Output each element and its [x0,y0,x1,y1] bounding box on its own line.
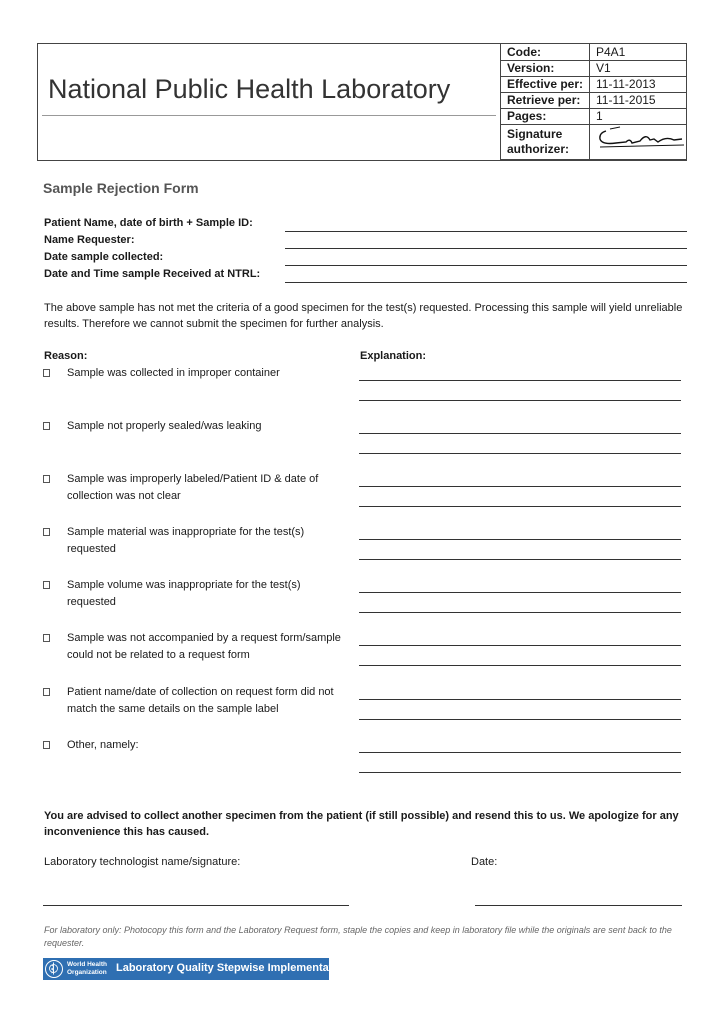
meta-label: Pages: [501,108,590,124]
meta-value: 11-11-2013 [590,76,687,92]
technologist-signature-line[interactable] [43,905,349,906]
who-org-line-1: World Health [67,961,107,968]
field-label-patient: Patient Name, date of birth + Sample ID: [44,217,253,229]
reason-header: Reason: [44,350,88,362]
who-globe-icon [45,960,63,978]
explanation-header: Explanation: [360,350,427,362]
reason-label-mismatch: Patient name/date of collection on request form did not match the same details on the sample label [67,686,334,715]
reason-checkbox-other[interactable] [43,741,50,749]
explanation-line[interactable] [359,400,681,401]
field-label-received: Date and Time sample Received at NTRL: [44,268,261,280]
explanation-line[interactable] [359,699,681,700]
intro-paragraph: The above sample has not met the criteria of a good specimen for the test(s) requested. Processing this sample will yield unreliable results. Therefore we cannot submit the specimen for further analysis. [44,302,683,330]
explanation-line[interactable] [359,539,681,540]
form-title: Sample Rejection Form [43,180,199,196]
who-org-line-2: Organization [67,968,107,976]
who-footer-banner [43,958,373,980]
meta-row-version [501,60,687,76]
technologist-label: Laboratory technologist name/signature: [44,856,241,868]
signature-label [501,124,590,159]
explanation-line[interactable] [359,433,681,434]
header-divider [42,115,496,116]
field-label-requester: Name Requester: [44,234,135,246]
reason-checkbox-container[interactable] [43,369,50,377]
explanation-line[interactable] [359,665,681,666]
reason-label-container: Sample was collected in improper container [67,367,280,379]
meta-row-code [501,44,687,60]
laboratory-note: For laboratory only: Photocopy this form and the Laboratory Request form, staple the copies and keep in laboratory file while the originals are sent back to the requester. [44,925,672,948]
reason-label-sealed: Sample not properly sealed/was leaking [67,420,262,432]
meta-row-pages [501,108,687,124]
reason-label-request-form: Sample was not accompanied by a request form/sample could not be related to a request form [67,632,341,661]
reason-checkbox-material[interactable] [43,528,50,536]
meta-row-signature [501,124,687,159]
meta-row-retrieve [501,92,687,108]
explanation-line[interactable] [359,752,681,753]
meta-label: Effective per: [501,76,590,92]
meta-value: V1 [590,60,687,76]
field-line-requester[interactable] [285,248,687,249]
lab-name-title: National Public Health Laboratory [48,74,451,104]
meta-label: Retrieve per: [501,92,590,108]
date-line[interactable] [475,905,682,906]
explanation-line[interactable] [359,772,681,773]
signature-label-line-1: Signature [507,126,563,141]
handwritten-signature [596,125,686,155]
reason-checkbox-sealed[interactable] [43,422,50,430]
field-label-collected: Date sample collected: [44,251,164,263]
date-label: Date: [471,856,498,868]
document-control-table [500,44,686,160]
reason-label-labeled: Sample was improperly labeled/Patient ID & date of collection was not clear [67,473,319,502]
who-org-name [67,961,107,976]
meta-label: Code: [501,44,590,60]
meta-value: 11-11-2015 [590,92,687,108]
field-line-patient[interactable] [285,231,687,232]
signature-label-line-2: authorizer: [507,141,570,156]
reason-checkbox-volume[interactable] [43,581,50,589]
tool-name: Laboratory Quality Stepwise Implementation tool [116,962,373,974]
field-line-collected[interactable] [285,265,687,266]
header-title-cell [38,44,501,160]
field-line-received[interactable] [285,282,687,283]
reason-label-other: Other, namely: [67,739,139,751]
reason-checkbox-mismatch[interactable] [43,688,50,696]
explanation-line[interactable] [359,719,681,720]
reason-checkbox-request-form[interactable] [43,634,50,642]
explanation-line[interactable] [359,486,681,487]
reason-checkbox-labeled[interactable] [43,475,50,483]
meta-label: Version: [501,60,590,76]
explanation-line[interactable] [359,453,681,454]
explanation-line[interactable] [359,592,681,593]
explanation-line[interactable] [359,645,681,646]
reason-label-volume: Sample volume was inappropriate for the test(s) requested [67,579,301,608]
explanation-line[interactable] [359,612,681,613]
meta-value: P4A1 [590,44,687,60]
signature-cell [590,124,687,159]
explanation-line[interactable] [359,559,681,560]
document-header [37,43,687,161]
reason-label-material: Sample material was inappropriate for the test(s) requested [67,526,305,555]
meta-row-effective [501,76,687,92]
explanation-line[interactable] [359,380,681,381]
meta-value: 1 [590,108,687,124]
advice-paragraph: You are advised to collect another specimen from the patient (if still possible) and resend this to us. We apologize for any inconvenience this has caused. [44,810,679,838]
explanation-line[interactable] [359,506,681,507]
